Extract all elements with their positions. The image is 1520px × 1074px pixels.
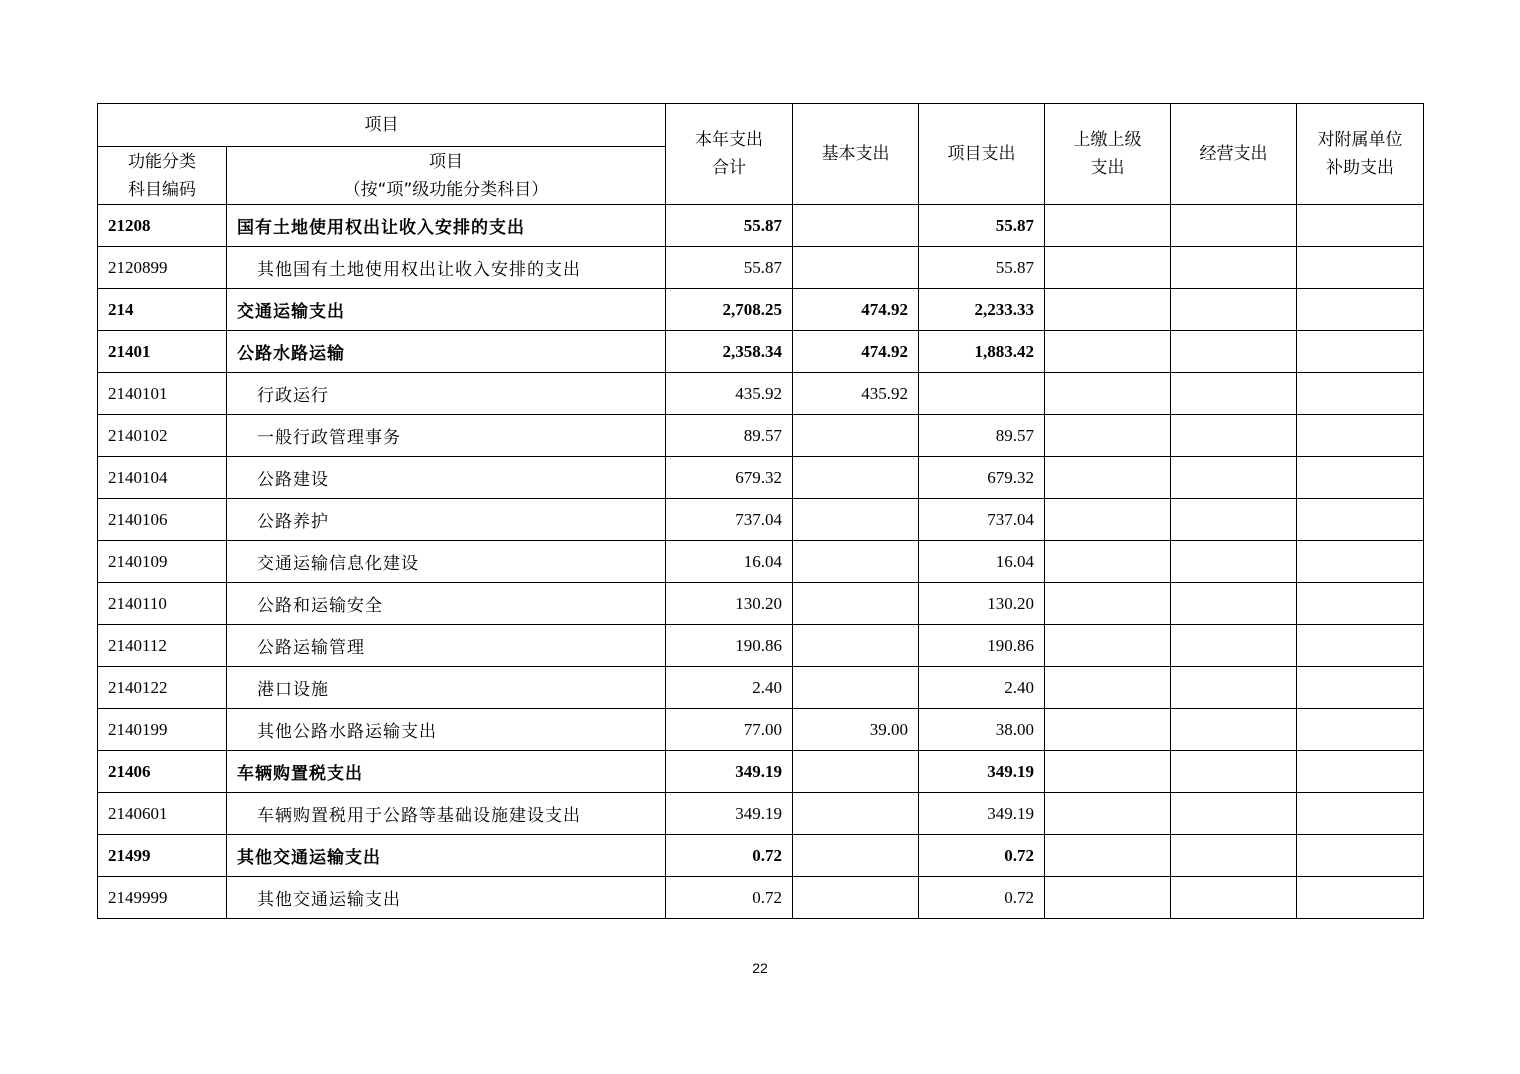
cell-code: 2140110 xyxy=(98,583,227,625)
cell-code: 21401 xyxy=(98,331,227,373)
cell-basic xyxy=(793,205,919,247)
header-project: 项目支出 xyxy=(919,104,1045,205)
cell-subsidy xyxy=(1297,331,1424,373)
cell-total: 55.87 xyxy=(666,247,793,289)
cell-project: 349.19 xyxy=(919,751,1045,793)
cell-business xyxy=(1171,751,1297,793)
cell-business xyxy=(1171,835,1297,877)
cell-total: 2,708.25 xyxy=(666,289,793,331)
cell-business xyxy=(1171,289,1297,331)
cell-upper xyxy=(1045,835,1171,877)
cell-business xyxy=(1171,499,1297,541)
cell-total: 77.00 xyxy=(666,709,793,751)
cell-business xyxy=(1171,205,1297,247)
cell-code: 2140122 xyxy=(98,667,227,709)
cell-basic: 474.92 xyxy=(793,331,919,373)
cell-code: 2140601 xyxy=(98,793,227,835)
header-total: 本年支出 合计 xyxy=(666,104,793,205)
cell-basic xyxy=(793,457,919,499)
cell-subsidy xyxy=(1297,709,1424,751)
cell-subsidy xyxy=(1297,541,1424,583)
cell-total: 435.92 xyxy=(666,373,793,415)
cell-code: 2140199 xyxy=(98,709,227,751)
cell-subsidy xyxy=(1297,499,1424,541)
cell-upper xyxy=(1045,877,1171,919)
header-code: 功能分类 科目编码 xyxy=(98,147,227,205)
cell-total: 89.57 xyxy=(666,415,793,457)
cell-subsidy xyxy=(1297,625,1424,667)
cell-upper xyxy=(1045,331,1171,373)
cell-name: 公路和运输安全 xyxy=(227,583,666,625)
cell-name: 其他交通运输支出 xyxy=(227,835,666,877)
cell-project: 679.32 xyxy=(919,457,1045,499)
cell-code: 2120899 xyxy=(98,247,227,289)
cell-upper xyxy=(1045,751,1171,793)
cell-business xyxy=(1171,415,1297,457)
cell-subsidy xyxy=(1297,457,1424,499)
cell-project: 190.86 xyxy=(919,625,1045,667)
cell-subsidy xyxy=(1297,247,1424,289)
cell-basic: 474.92 xyxy=(793,289,919,331)
cell-basic: 435.92 xyxy=(793,373,919,415)
cell-code: 2140112 xyxy=(98,625,227,667)
cell-code: 21499 xyxy=(98,835,227,877)
cell-upper xyxy=(1045,247,1171,289)
cell-project: 130.20 xyxy=(919,583,1045,625)
cell-total: 0.72 xyxy=(666,835,793,877)
cell-project: 737.04 xyxy=(919,499,1045,541)
cell-subsidy xyxy=(1297,415,1424,457)
cell-total: 130.20 xyxy=(666,583,793,625)
cell-upper xyxy=(1045,205,1171,247)
cell-business xyxy=(1171,667,1297,709)
cell-upper xyxy=(1045,499,1171,541)
cell-total: 679.32 xyxy=(666,457,793,499)
cell-name: 公路养护 xyxy=(227,499,666,541)
cell-basic xyxy=(793,835,919,877)
cell-name: 港口设施 xyxy=(227,667,666,709)
cell-business xyxy=(1171,373,1297,415)
cell-subsidy xyxy=(1297,877,1424,919)
cell-total: 2.40 xyxy=(666,667,793,709)
cell-business xyxy=(1171,457,1297,499)
cell-name: 车辆购置税支出 xyxy=(227,751,666,793)
cell-project: 16.04 xyxy=(919,541,1045,583)
cell-project: 1,883.42 xyxy=(919,331,1045,373)
cell-project: 55.87 xyxy=(919,205,1045,247)
cell-basic xyxy=(793,751,919,793)
cell-business xyxy=(1171,877,1297,919)
cell-project: 55.87 xyxy=(919,247,1045,289)
cell-name: 公路水路运输 xyxy=(227,331,666,373)
cell-code: 2140102 xyxy=(98,415,227,457)
cell-project: 38.00 xyxy=(919,709,1045,751)
header-business: 经营支出 xyxy=(1171,104,1297,205)
cell-project: 349.19 xyxy=(919,793,1045,835)
cell-basic xyxy=(793,793,919,835)
cell-name: 其他公路水路运输支出 xyxy=(227,709,666,751)
cell-upper xyxy=(1045,583,1171,625)
cell-upper xyxy=(1045,709,1171,751)
cell-name: 一般行政管理事务 xyxy=(227,415,666,457)
cell-basic xyxy=(793,415,919,457)
cell-upper xyxy=(1045,289,1171,331)
cell-name: 公路运输管理 xyxy=(227,625,666,667)
cell-subsidy xyxy=(1297,205,1424,247)
cell-name: 交通运输信息化建设 xyxy=(227,541,666,583)
cell-upper xyxy=(1045,457,1171,499)
cell-basic xyxy=(793,499,919,541)
cell-project: 0.72 xyxy=(919,835,1045,877)
cell-subsidy xyxy=(1297,289,1424,331)
cell-basic xyxy=(793,625,919,667)
cell-basic xyxy=(793,541,919,583)
expenditure-table xyxy=(97,103,1424,919)
cell-basic xyxy=(793,667,919,709)
header-upper: 上缴上级 支出 xyxy=(1045,104,1171,205)
header-basic: 基本支出 xyxy=(793,104,919,205)
cell-project: 89.57 xyxy=(919,415,1045,457)
cell-name: 交通运输支出 xyxy=(227,289,666,331)
cell-basic xyxy=(793,583,919,625)
table-body xyxy=(98,205,1424,919)
header-name: 项目 （按“项”级功能分类科目） xyxy=(227,147,666,205)
cell-name: 公路建设 xyxy=(227,457,666,499)
cell-code: 214 xyxy=(98,289,227,331)
cell-code: 21208 xyxy=(98,205,227,247)
cell-upper xyxy=(1045,415,1171,457)
cell-name: 行政运行 xyxy=(227,373,666,415)
header-subsidy: 对附属单位 补助支出 xyxy=(1297,104,1424,205)
cell-name: 国有土地使用权出让收入安排的支出 xyxy=(227,205,666,247)
cell-business xyxy=(1171,709,1297,751)
cell-name: 车辆购置税用于公路等基础设施建设支出 xyxy=(227,793,666,835)
cell-project: 0.72 xyxy=(919,877,1045,919)
cell-upper xyxy=(1045,541,1171,583)
cell-total: 190.86 xyxy=(666,625,793,667)
cell-code: 2140101 xyxy=(98,373,227,415)
cell-subsidy xyxy=(1297,373,1424,415)
cell-business xyxy=(1171,247,1297,289)
cell-business xyxy=(1171,793,1297,835)
cell-total: 2,358.34 xyxy=(666,331,793,373)
cell-project xyxy=(919,373,1045,415)
cell-basic xyxy=(793,247,919,289)
cell-total: 349.19 xyxy=(666,793,793,835)
cell-upper xyxy=(1045,793,1171,835)
header-project-group: 项目 xyxy=(98,104,666,147)
page-number: 22 xyxy=(752,960,768,976)
cell-total: 16.04 xyxy=(666,541,793,583)
table-header xyxy=(98,104,1424,205)
cell-business xyxy=(1171,583,1297,625)
cell-upper xyxy=(1045,625,1171,667)
cell-subsidy xyxy=(1297,583,1424,625)
cell-subsidy xyxy=(1297,793,1424,835)
cell-total: 55.87 xyxy=(666,205,793,247)
cell-subsidy xyxy=(1297,835,1424,877)
cell-upper xyxy=(1045,373,1171,415)
cell-subsidy xyxy=(1297,667,1424,709)
cell-project: 2,233.33 xyxy=(919,289,1045,331)
cell-code: 2140109 xyxy=(98,541,227,583)
cell-total: 737.04 xyxy=(666,499,793,541)
cell-code: 2140104 xyxy=(98,457,227,499)
cell-name: 其他交通运输支出 xyxy=(227,877,666,919)
cell-upper xyxy=(1045,667,1171,709)
cell-code: 2149999 xyxy=(98,877,227,919)
cell-project: 2.40 xyxy=(919,667,1045,709)
cell-business xyxy=(1171,625,1297,667)
cell-code: 21406 xyxy=(98,751,227,793)
cell-total: 349.19 xyxy=(666,751,793,793)
cell-business xyxy=(1171,331,1297,373)
cell-total: 0.72 xyxy=(666,877,793,919)
cell-subsidy xyxy=(1297,751,1424,793)
cell-name: 其他国有土地使用权出让收入安排的支出 xyxy=(227,247,666,289)
cell-code: 2140106 xyxy=(98,499,227,541)
cell-business xyxy=(1171,541,1297,583)
cell-basic xyxy=(793,877,919,919)
cell-basic: 39.00 xyxy=(793,709,919,751)
